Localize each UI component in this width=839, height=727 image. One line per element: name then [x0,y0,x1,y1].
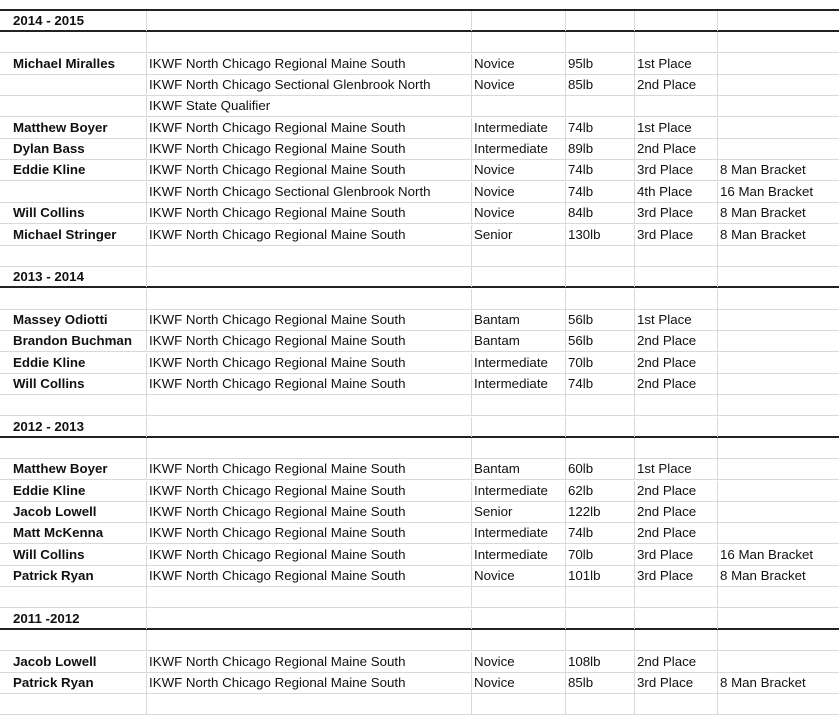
wrestler-name-cell[interactable] [11,96,147,116]
bracket-cell[interactable] [718,417,839,437]
weight-cell[interactable]: 85lb [566,75,635,95]
weight-cell[interactable]: 89lb [566,139,635,159]
blank-row [0,32,839,53]
table-row [0,331,839,352]
tournament-cell[interactable] [147,609,472,629]
weight-cell[interactable]: 95lb [566,54,635,74]
bracket-cell[interactable]: 8 Man Bracket [720,568,806,584]
bracket-cell[interactable] [718,609,839,629]
tournament-cell[interactable] [147,246,472,266]
division-cell[interactable]: Novice [472,182,566,202]
season-label[interactable]: 2014 - 2015 [11,11,147,31]
division-cell[interactable] [472,630,566,650]
wrestler-name-cell[interactable]: Will Collins [11,203,147,223]
wrestler-name-cell[interactable]: Matt McKenna [11,523,147,543]
weight-cell[interactable]: 60lb [566,459,635,479]
bracket-cell[interactable] [718,438,839,458]
blank-row [0,289,839,310]
tournament-cell[interactable]: IKWF North Chicago Regional Maine South [147,203,472,223]
weight-cell[interactable]: 101lb [566,566,635,586]
tournament-cell[interactable] [147,395,472,415]
bracket-cell[interactable]: 8 Man Bracket [720,162,806,178]
placement-cell[interactable]: 2nd Place [635,75,718,95]
placement-cell[interactable]: 2nd Place [635,139,718,159]
table-row [0,96,839,117]
wrestler-name-cell[interactable] [11,289,147,309]
weight-cell[interactable]: 74lb [566,523,635,543]
tournament-cell[interactable] [147,694,472,714]
tournament-cell[interactable]: IKWF North Chicago Regional Maine South [147,673,472,693]
division-cell[interactable]: Bantam [472,459,566,479]
division-cell[interactable] [472,417,566,437]
division-cell[interactable] [472,438,566,458]
division-cell[interactable]: Intermediate [472,139,566,159]
division-cell[interactable]: Intermediate [472,481,566,501]
tournament-cell[interactable]: IKWF North Chicago Regional Maine South [147,566,472,586]
wrestler-name-cell[interactable]: Michael Miralles [11,54,147,74]
wrestler-name-cell[interactable] [11,630,147,650]
bracket-cell[interactable] [718,694,839,714]
division-cell[interactable]: Novice [472,652,566,672]
wrestler-name-cell[interactable]: Eddie Kline [11,481,147,501]
table-row [0,673,839,694]
placement-cell[interactable]: 1st Place [635,459,718,479]
tournament-cell[interactable]: IKWF North Chicago Sectional Glenbrook North [147,75,472,95]
placement-cell[interactable] [635,96,718,116]
weight-cell[interactable] [566,417,635,437]
bracket-cell[interactable] [718,630,839,650]
placement-cell[interactable] [635,267,718,287]
bracket-cell[interactable] [718,587,839,607]
placement-cell[interactable]: 2nd Place [635,652,718,672]
division-cell[interactable] [472,246,566,266]
placement-cell[interactable]: 1st Place [635,310,718,330]
placement-cell[interactable]: 2nd Place [635,353,718,373]
blank-row [0,587,839,608]
wrestler-name-cell[interactable] [11,587,147,607]
division-cell[interactable]: Novice [472,54,566,74]
wrestler-name-cell[interactable] [11,246,147,266]
weight-cell[interactable] [566,289,635,309]
table-row [0,523,839,544]
placement-cell[interactable]: 2nd Place [635,481,718,501]
tournament-cell[interactable]: IKWF North Chicago Regional Maine South [147,652,472,672]
tournament-cell[interactable]: IKWF State Qualifier [147,96,472,116]
table-row [0,502,839,523]
season-header-row [0,11,839,32]
weight-cell[interactable] [566,11,635,31]
season-header-row [0,609,839,630]
division-cell[interactable] [472,395,566,415]
placement-cell[interactable]: 3rd Place [635,545,718,565]
wrestler-name-cell[interactable]: Matthew Boyer [11,118,147,138]
weight-cell[interactable] [566,630,635,650]
division-cell[interactable]: Intermediate [472,545,566,565]
division-cell[interactable] [472,289,566,309]
bracket-cell[interactable] [718,96,839,116]
placement-cell[interactable]: 1st Place [635,54,718,74]
division-cell[interactable] [472,96,566,116]
table-row [0,481,839,502]
weight-cell[interactable]: 56lb [566,331,635,351]
tournament-cell[interactable] [147,630,472,650]
division-cell[interactable] [472,694,566,714]
weight-cell[interactable]: 85lb [566,673,635,693]
blank-row [0,395,839,416]
weight-cell[interactable] [566,587,635,607]
blank-row [0,438,839,459]
division-cell[interactable] [472,267,566,287]
weight-cell[interactable]: 122lb [566,502,635,522]
bracket-cell[interactable]: 16 Man Bracket [720,183,814,199]
division-cell[interactable]: Bantam [472,310,566,330]
placement-cell[interactable] [635,438,718,458]
division-cell[interactable] [472,32,566,52]
bracket-cell[interactable] [718,118,839,138]
placement-cell[interactable] [635,417,718,437]
bracket-cell[interactable] [718,32,839,52]
season-label[interactable]: 2011 -2012 [11,609,147,629]
division-cell[interactable]: Novice [472,75,566,95]
tournament-cell[interactable]: IKWF North Chicago Regional Maine South [147,481,472,501]
tournament-cell[interactable] [147,587,472,607]
wrestler-name-cell[interactable]: Brandon Buchman [11,331,147,351]
placement-cell[interactable] [635,609,718,629]
wrestler-name-cell[interactable]: Massey Odiotti [11,310,147,330]
tournament-cell[interactable]: IKWF North Chicago Regional Maine South [147,459,472,479]
tournament-cell[interactable]: IKWF North Chicago Sectional Glenbrook North [147,182,472,202]
weight-cell[interactable] [566,438,635,458]
placement-cell[interactable] [635,246,718,266]
table-row [0,545,839,566]
division-cell[interactable]: Senior [472,225,566,245]
table-row [0,374,839,395]
table-row [0,160,839,181]
table-row [0,75,839,96]
weight-cell[interactable] [566,96,635,116]
table-row [0,566,839,587]
blank-row [0,694,839,715]
season-label[interactable]: 2013 - 2014 [11,267,147,287]
table-row [0,353,839,374]
wrestler-name-cell[interactable] [11,438,147,458]
placement-cell[interactable]: 2nd Place [635,331,718,351]
bracket-cell[interactable]: 16 Man Bracket [720,546,814,562]
division-cell[interactable] [472,587,566,607]
bracket-cell[interactable]: 8 Man Bracket [720,674,806,690]
placement-cell[interactable]: 2nd Place [635,502,718,522]
blank-row [0,246,839,267]
wrestler-name-cell[interactable] [11,694,147,714]
placement-cell[interactable] [635,32,718,52]
bracket-cell[interactable] [718,331,839,351]
division-cell[interactable]: Intermediate [472,523,566,543]
wrestler-name-cell[interactable]: Eddie Kline [11,160,147,180]
season-header-row [0,417,839,438]
placement-cell[interactable] [635,694,718,714]
placement-cell[interactable]: 4th Place [635,182,718,202]
tournament-cell[interactable] [147,267,472,287]
tournament-cell[interactable]: IKWF North Chicago Regional Maine South [147,54,472,74]
wrestler-name-cell[interactable]: Jacob Lowell [11,652,147,672]
weight-cell[interactable] [566,609,635,629]
tournament-cell[interactable]: IKWF North Chicago Regional Maine South [147,160,472,180]
blank-row [0,630,839,651]
placement-cell[interactable] [635,630,718,650]
bracket-cell[interactable] [718,502,839,522]
wrestler-name-cell[interactable]: Dylan Bass [11,139,147,159]
tournament-cell[interactable] [147,289,472,309]
tournament-cell[interactable]: IKWF North Chicago Regional Maine South [147,374,472,394]
bracket-cell[interactable] [718,54,839,74]
weight-cell[interactable] [566,246,635,266]
season-label[interactable]: 2012 - 2013 [11,417,147,437]
tournament-cell[interactable] [147,11,472,31]
placement-cell[interactable]: 3rd Place [635,566,718,586]
division-cell[interactable]: Intermediate [472,118,566,138]
weight-cell[interactable]: 74lb [566,182,635,202]
bracket-cell[interactable]: 8 Man Bracket [720,226,806,242]
wrestler-name-cell[interactable]: Patrick Ryan [11,673,147,693]
tournament-cell[interactable]: IKWF North Chicago Regional Maine South [147,225,472,245]
division-cell[interactable] [472,11,566,31]
division-cell[interactable]: Novice [472,160,566,180]
division-cell[interactable]: Novice [472,203,566,223]
table-row [0,225,839,246]
bracket-cell[interactable]: 8 Man Bracket [720,205,806,221]
division-cell[interactable]: Bantam [472,331,566,351]
tournament-cell[interactable] [147,438,472,458]
tournament-cell[interactable] [147,417,472,437]
weight-cell[interactable]: 130lb [566,225,635,245]
wrestler-name-cell[interactable]: Will Collins [11,374,147,394]
placement-cell[interactable]: 3rd Place [635,673,718,693]
bracket-cell[interactable] [718,289,839,309]
bracket-cell[interactable] [718,481,839,501]
placement-cell[interactable] [635,11,718,31]
division-cell[interactable]: Intermediate [472,374,566,394]
tournament-cell[interactable] [147,32,472,52]
weight-cell[interactable]: 74lb [566,118,635,138]
wrestler-name-cell[interactable] [11,182,147,202]
weight-cell[interactable]: 70lb [566,545,635,565]
bracket-cell[interactable] [718,353,839,373]
wrestler-name-cell[interactable]: Will Collins [11,545,147,565]
division-cell[interactable] [472,609,566,629]
tournament-cell[interactable]: IKWF North Chicago Regional Maine South [147,545,472,565]
weight-cell[interactable]: 62lb [566,481,635,501]
tournament-cell[interactable]: IKWF North Chicago Regional Maine South [147,353,472,373]
table-row [0,182,839,203]
weight-cell[interactable]: 70lb [566,353,635,373]
division-cell[interactable]: Novice [472,566,566,586]
wrestler-name-cell[interactable]: Eddie Kline [11,353,147,373]
bracket-cell[interactable] [718,139,839,159]
tournament-cell[interactable]: IKWF North Chicago Regional Maine South [147,523,472,543]
table-row [0,310,839,331]
bracket-cell[interactable] [718,246,839,266]
weight-cell[interactable] [566,694,635,714]
wrestler-name-cell[interactable] [11,75,147,95]
tournament-cell[interactable]: IKWF North Chicago Regional Maine South [147,502,472,522]
bracket-cell[interactable] [718,310,839,330]
placement-cell[interactable]: 3rd Place [635,160,718,180]
placement-cell[interactable]: 1st Place [635,118,718,138]
tournament-cell[interactable]: IKWF North Chicago Regional Maine South [147,139,472,159]
bracket-cell[interactable] [718,374,839,394]
placement-cell[interactable]: 2nd Place [635,374,718,394]
bracket-cell[interactable] [718,75,839,95]
placement-cell[interactable] [635,289,718,309]
weight-cell[interactable]: 74lb [566,374,635,394]
wrestler-name-cell[interactable] [11,32,147,52]
table-row [0,139,839,160]
placement-cell[interactable] [635,587,718,607]
weight-cell[interactable]: 84lb [566,203,635,223]
weight-cell[interactable]: 108lb [566,652,635,672]
division-cell[interactable]: Intermediate [472,353,566,373]
bracket-cell[interactable] [718,267,839,287]
wrestler-name-cell[interactable]: Jacob Lowell [11,502,147,522]
table-row [0,54,839,75]
placement-cell[interactable]: 2nd Place [635,523,718,543]
weight-cell[interactable]: 74lb [566,160,635,180]
tournament-cell[interactable]: IKWF North Chicago Regional Maine South [147,118,472,138]
weight-cell[interactable] [566,395,635,415]
table-row [0,652,839,673]
wrestler-name-cell[interactable]: Michael Stringer [11,225,147,245]
tournament-cell[interactable]: IKWF North Chicago Regional Maine South [147,331,472,351]
wrestler-name-cell[interactable]: Patrick Ryan [11,566,147,586]
division-cell[interactable]: Novice [472,673,566,693]
division-cell[interactable]: Senior [472,502,566,522]
bracket-cell[interactable] [718,395,839,415]
placement-cell[interactable]: 3rd Place [635,225,718,245]
bracket-cell[interactable] [718,459,839,479]
placement-cell[interactable]: 3rd Place [635,203,718,223]
tournament-cell[interactable]: IKWF North Chicago Regional Maine South [147,310,472,330]
weight-cell[interactable] [566,267,635,287]
weight-cell[interactable]: 56lb [566,310,635,330]
bracket-cell[interactable] [718,11,839,31]
table-row [0,459,839,480]
season-header-row [0,267,839,288]
wrestler-name-cell[interactable] [11,395,147,415]
bracket-cell[interactable] [718,652,839,672]
table-row [0,203,839,224]
table-row [0,118,839,139]
weight-cell[interactable] [566,32,635,52]
bracket-cell[interactable] [718,523,839,543]
placement-cell[interactable] [635,395,718,415]
wrestler-name-cell[interactable]: Matthew Boyer [11,459,147,479]
